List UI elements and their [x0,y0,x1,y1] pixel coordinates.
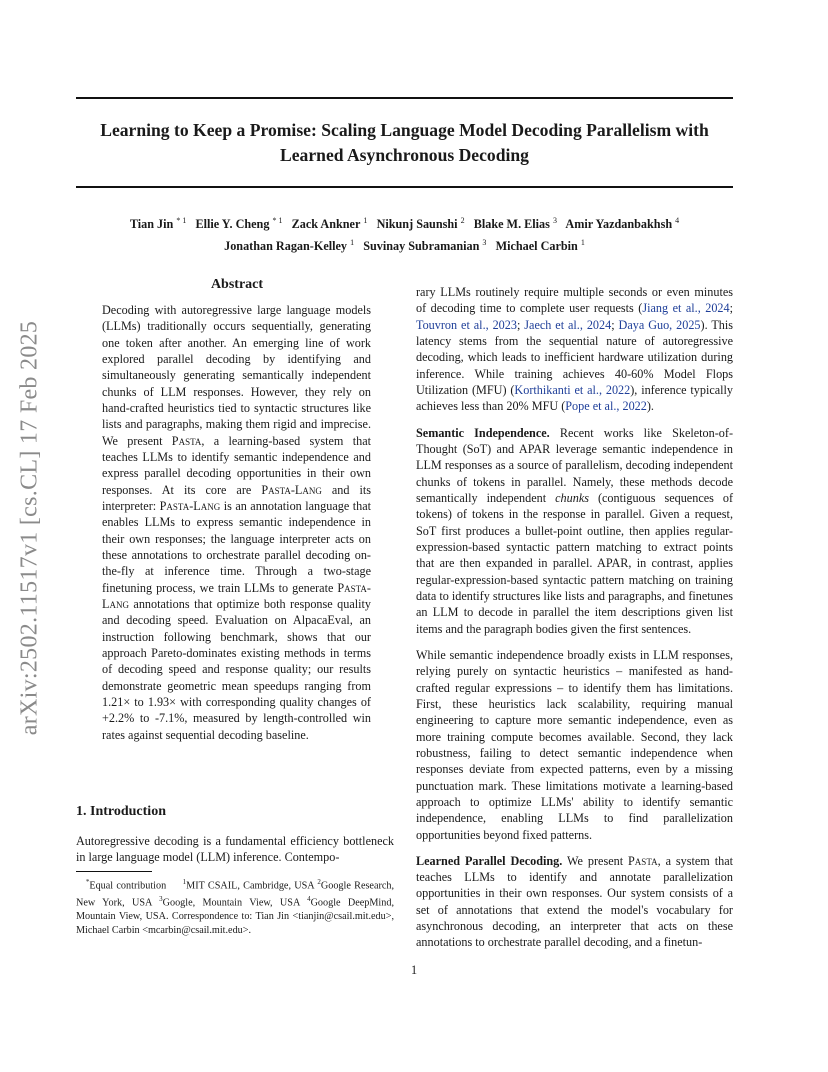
paragraph-latency: rary LLMs routinely require multiple seconds or even minutes of decoding time to complete user requests (Jiang et al., 2024; Touvron et al., 2023; Jaech et al., 2024; Daya Guo, 2025). This latency stems from the sequential nature of autoregressive decoding, which leads to inefficient hardware utilization during inference. While training achieves 40-60% Model Flops Utilization (MFU) (Korthikanti et al., 2022), inference typically achieves less than 20% MFU (Pope et al., 2022). [416,285,734,414]
affiliations-footnote: *Equal contribution $^1$MIT CSAIL, Cambridge, USA $^2$Google Research, New York, USA $^3$Google, Mountain View, USA $^4$Google DeepMind, Mountain View, USA. Correspondence to: Tian Jin <tianjin@csail.mit.edu>, Michael Carbin <mcarbin@csail.mit.edu>. [76,878,395,936]
author-affil: * 1 [272,216,283,225]
author-name: Nikunj Saunshi [376,217,458,232]
language-name: Pasta-Lang [159,498,221,513]
abstract-body [102,302,371,743]
arxiv-watermark: arXiv:2502.11517v1 [cs.CL] 17 Feb 2025 [16,320,43,736]
language-name: Pasta-Lang [102,580,371,611]
author-name: Suvinay Subramanian [363,238,480,253]
abstract-paragraph: Decoding with autoregressive large language models (LLMs) traditionally occurs sequentially, generating one token after another. An emerging line of work explored parallel decoding by identifying and simultaneously generating semantically independent chunks of LLM responses. However, they rely on hand-crafted heuristics tied to syntactic structures like lists and paragraphs, making them rigid and imprecise. We present Pasta, a learning-based system that teaches LLMs to identify semantic independence and express parallel decoding opportunities in their own responses. At its core are Pasta-Lang and its interpreter: Pasta-Lang is an annotation language that enables LLMs to express semantic independence in their own responses; the language interpreter acts on these annotations to orchestrate parallel decoding on-the-fly at inference time. Through a two-stage finetuning process, we train LLMs to generate Pasta-Lang annotations that optimize both response quality and decoding speed. Evaluation on AlpacaEval, an instruction following benchmark, shows that our approach Pareto-dominates existing methods in terms of decoding speed and response quality; our results demonstrate geometric mean speedups ranging from 1.21× to 1.93× with corresponding quality changes of +2.2% to -7.1%, measured by length-controlled win rates against sequential decoding baseline. [102,303,372,742]
author-name: Blake M. Elias [473,217,550,232]
citation-link[interactable]: Korthikanti et al., 2022 [514,382,631,397]
author-name: Zack Ankner [291,217,361,232]
citation-link[interactable]: Touvron et al., 2023 [416,317,517,332]
citation-link[interactable]: Jiang et al., 2024 [642,301,730,316]
author-affil: 4 [675,216,680,225]
section-heading-introduction: 1. Introduction [76,804,166,819]
system-name: Pasta [171,433,202,448]
title-line-2: Learned Asynchronous Decoding [280,145,529,165]
author-affil: 2 [460,216,465,225]
paper-title [76,118,733,168]
author-affil: 3 [552,216,557,225]
paragraph-semantic-independence: Semantic Independence. Recent works like Skeleton-of-Thought (SoT) and APAR leverage semantic independence in LLM responses as a source of parallelism, decoding independent chunks of tokens in parallel. Namely, these methods decode semantically independent chunks (contiguous sequences of tokens) of tokens in the response in parallel. Given a request, SoT first produces a bullet-point outline, then applies regular-expression-based syntactic pattern matching to extract points that are then expanded in parallel. APAR, in contrast, applies regular-expression-based syntactic pattern matching on training data to identify structures like lists and paragraphs, and finetunes an LLM to decode in parallel the item descriptions given list items and the paragraph bodies given the first sentences. [416,425,734,636]
right-column [416,284,733,951]
author-affil: 1 [363,216,368,225]
author-line-1 [76,212,733,234]
paragraph-learned-parallel-decoding: Learned Parallel Decoding. We present Pasta, a system that teaches LLMs to identify and annotate parallelization opportunities in their own responses. Our system consists of a set of annotations that extend the model's vocabulary for asynchronous decoding, an interpreter that acts on these annotations to orchestrate parallel decoding, and a finetun- [416,853,733,950]
author-name: Tian Jin [129,217,174,232]
author-affil: * 1 [176,216,187,225]
author-affil: 1 [580,237,585,247]
footnote-divider [76,871,152,872]
author-affil: 3 [482,237,487,247]
paragraph-heading: Semantic Independence. [416,425,550,440]
citation-link[interactable]: Pope et al., 2022 [565,399,647,414]
author-name: Michael Carbin [495,238,578,253]
abstract-heading: Abstract [210,277,264,292]
title-bottom-rule [76,186,733,188]
citation-link[interactable]: Jaech et al., 2024 [524,317,612,332]
paragraph-heading: Learned Parallel Decoding. [416,853,563,868]
paragraph-limitations: While semantic independence broadly exists in LLM responses, relying purely on syntactic heuristics – manifested as hand-crafted regular expressions – to identify them has limitations. First, these heuristics lack scalability, requiring manual engineering to capture more semantic independence, even as more training compute becomes available. Second, they lack robustness, failing to detect semantic independence when responses deviate from expected patterns, even by a missing punctuation mark. These limitations motivate a learning-based approach to optimize LLMs' ability to identify semantic independence, enabling LLMs to find parallelization opportunities beyond fixed patterns. [416,647,733,842]
author-list [76,212,733,255]
title-line-1: Learning to Keep a Promise: Scaling Language Model Decoding Parallelism with [100,120,709,140]
author-affil: 1 [350,237,355,247]
intro-paragraph: Autoregressive decoding is a fundamental efficiency bottleneck in large language model (LLM) inference. Contempo- [76,834,394,865]
author-name: Ellie Y. Cheng [195,217,270,232]
author-name: Jonathan Ragan-Kelley [224,238,348,253]
system-name: Pasta [628,853,658,868]
citation-link[interactable]: Daya Guo, 2025 [618,317,701,332]
author-line-2 [76,234,733,256]
top-rule [76,97,733,99]
page-number: 1 [410,963,418,977]
language-name: Pasta-Lang [261,482,322,497]
author-name: Amir Yazdanbakhsh [565,217,673,232]
